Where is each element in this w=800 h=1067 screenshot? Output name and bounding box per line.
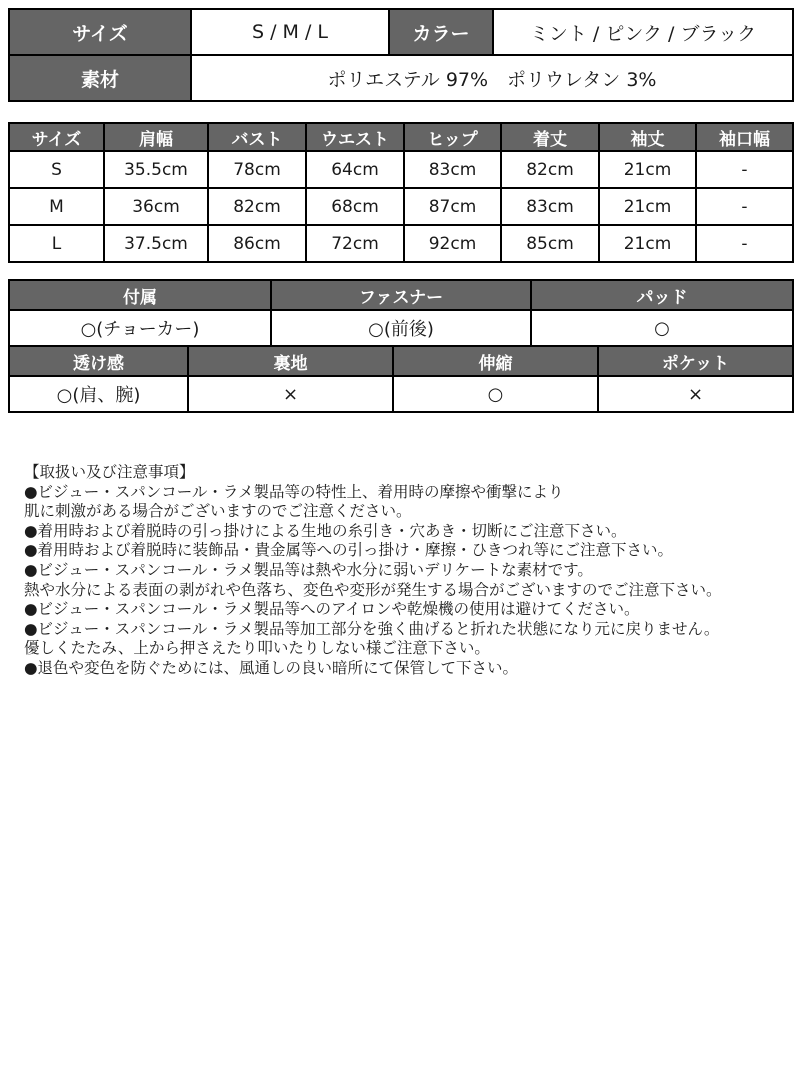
table-row-m bbox=[9, 188, 793, 225]
table-row-s bbox=[9, 151, 793, 188]
note-line: ●ビジュー・スパンコール・ラメ製品等へのアイロンや乾燥機の使用は避けてください。 bbox=[24, 600, 640, 619]
cell: M bbox=[9, 188, 104, 225]
size-label: サイズ bbox=[9, 9, 191, 55]
col-header-cuff: 袖口幅 bbox=[696, 123, 793, 151]
sheerness-value: ○(肩、腕) bbox=[9, 376, 188, 412]
col-header-shoulder: 肩幅 bbox=[104, 123, 208, 151]
note-line: 肌に刺激がある場合がございますのでご注意ください。 bbox=[24, 502, 412, 521]
col-header-bust: バスト bbox=[208, 123, 306, 151]
color-label: カラー bbox=[389, 9, 493, 55]
table-row-l bbox=[9, 225, 793, 262]
cell: 92cm bbox=[404, 225, 501, 262]
material-label: 素材 bbox=[9, 55, 191, 101]
col-header-size: サイズ bbox=[9, 123, 104, 151]
features-header-row bbox=[9, 346, 793, 376]
col-header-stretch: 伸縮 bbox=[393, 346, 598, 376]
pocket-value: × bbox=[598, 376, 793, 412]
fastener-value: ○(前後) bbox=[271, 310, 531, 346]
features-value-row bbox=[9, 310, 793, 346]
cell: 21cm bbox=[599, 151, 696, 188]
cell: - bbox=[696, 225, 793, 262]
stretch-value: ○ bbox=[393, 376, 598, 412]
cell: 85cm bbox=[501, 225, 599, 262]
cell: 68cm bbox=[306, 188, 404, 225]
product-spec-sheet bbox=[0, 8, 800, 1067]
note-line: ●ビジュー・スパンコール・ラメ製品等加工部分を強く曲げると折れた状態になり元に戻りません。 bbox=[24, 619, 720, 638]
col-header-hip: ヒップ bbox=[404, 123, 501, 151]
col-header-length: 着丈 bbox=[501, 123, 599, 151]
cell: 82cm bbox=[501, 151, 599, 188]
cell: 37.5cm bbox=[104, 225, 208, 262]
cell: - bbox=[696, 188, 793, 225]
cell: S bbox=[9, 151, 104, 188]
table-row bbox=[9, 55, 793, 101]
note-line: 優しくたたみ、上から押さえたり叩いたりしない様ご注意下さい。 bbox=[24, 639, 490, 658]
col-header-sleeve: 袖丈 bbox=[599, 123, 696, 151]
cell: 72cm bbox=[306, 225, 404, 262]
cell: 21cm bbox=[599, 188, 696, 225]
cell: 78cm bbox=[208, 151, 306, 188]
features-table-bottom bbox=[8, 345, 794, 413]
cell: 35.5cm bbox=[104, 151, 208, 188]
cell: 36cm bbox=[104, 188, 208, 225]
color-value: ミント / ピンク / ブラック bbox=[493, 9, 793, 55]
size-value: S / M / L bbox=[191, 9, 389, 55]
cell: 86cm bbox=[208, 225, 306, 262]
size-color-material-table bbox=[8, 8, 794, 102]
note-line: ●退色や変色を防ぐためには、風通しの良い暗所にて保管して下さい。 bbox=[24, 658, 519, 677]
cell: 83cm bbox=[404, 151, 501, 188]
note-line: 熱や水分による表面の剥がれや色落ち、変色や変形が発生する場合がございますのでご注意下さい。 bbox=[24, 580, 722, 599]
accessory-value: ○(チョーカー) bbox=[9, 310, 271, 346]
note-line: ●ビジュー・スパンコール・ラメ製品等は熱や水分に弱いデリケートな素材です。 bbox=[24, 560, 593, 579]
col-header-sheerness: 透け感 bbox=[9, 346, 188, 376]
col-header-lining: 裏地 bbox=[188, 346, 393, 376]
note-line: ●着用時および着脱時の引っ掛けによる生地の糸引き・穴あき・切断にご注意下さい。 bbox=[24, 521, 627, 540]
cell: L bbox=[9, 225, 104, 262]
care-notes bbox=[24, 463, 780, 679]
cell: 87cm bbox=[404, 188, 501, 225]
cell: 82cm bbox=[208, 188, 306, 225]
lining-value: × bbox=[188, 376, 393, 412]
care-notes-title: 【取扱い及び注意事項】 bbox=[24, 463, 195, 481]
cell: - bbox=[696, 151, 793, 188]
col-header-pocket: ポケット bbox=[598, 346, 793, 376]
features-table-top bbox=[8, 279, 794, 347]
cell: 64cm bbox=[306, 151, 404, 188]
features-header-row bbox=[9, 280, 793, 310]
col-header-accessory: 付属 bbox=[9, 280, 271, 310]
pad-value: ○ bbox=[531, 310, 793, 346]
measurements-table bbox=[8, 122, 794, 263]
table-row bbox=[9, 9, 793, 55]
measurements-header-row bbox=[9, 123, 793, 151]
material-value: ポリエステル 97% ポリウレタン 3% bbox=[191, 55, 793, 101]
features-value-row bbox=[9, 376, 793, 412]
col-header-waist: ウエスト bbox=[306, 123, 404, 151]
cell: 83cm bbox=[501, 188, 599, 225]
col-header-fastener: ファスナー bbox=[271, 280, 531, 310]
note-line: ●着用時および着脱時に装飾品・貴金属等への引っ掛け・摩擦・ひきつれ等にご注意下さい。 bbox=[24, 541, 674, 560]
note-line: ●ビジュー・スパンコール・ラメ製品等の特性上、着用時の摩擦や衝撃により bbox=[24, 482, 564, 501]
cell: 21cm bbox=[599, 225, 696, 262]
col-header-pad: パッド bbox=[531, 280, 793, 310]
